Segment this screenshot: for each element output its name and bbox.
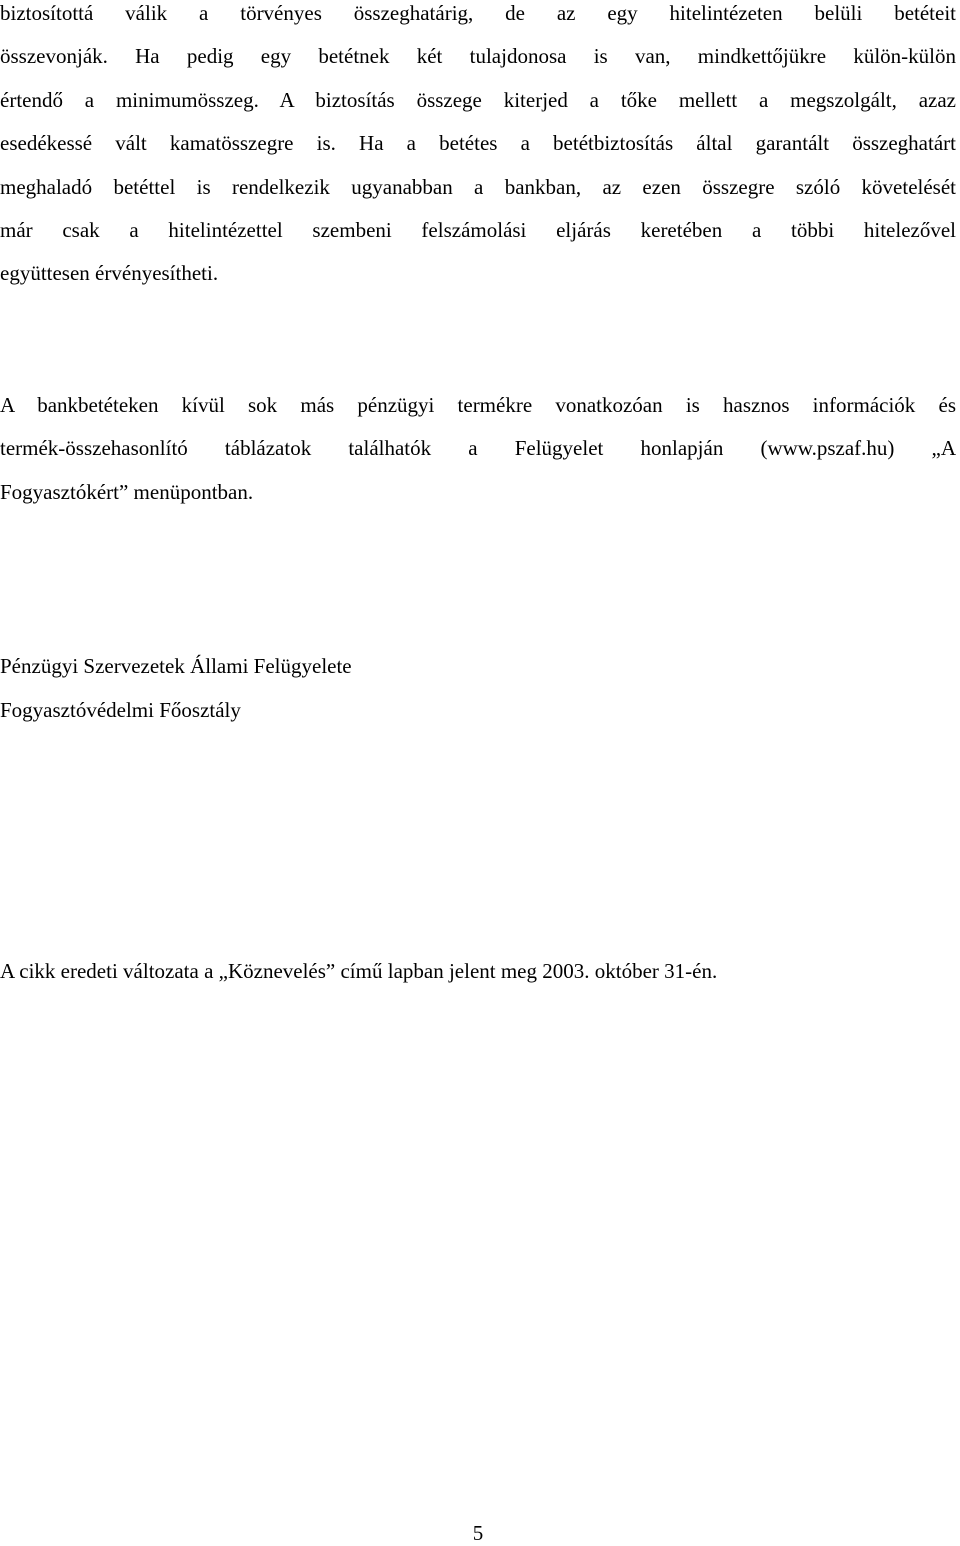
text-line: termék-összehasonlító táblázatok találhatók a Felügyelet honlapján (www.pszaf.hu) „A — [0, 436, 956, 460]
page-number: 5 — [472, 1521, 484, 1545]
text-line: Fogyasztókért” menüpontban. — [0, 480, 254, 504]
text-line: esedékessé vált kamatösszegre is. Ha a betétes a betétbiztosítás által garantált összeghatárt — [0, 131, 956, 155]
department-name: Fogyasztóvédelmi Főosztály — [0, 698, 241, 722]
organization-name: Pénzügyi Szervezetek Állami Felügyelete — [0, 654, 352, 678]
source-note: A cikk eredeti változata a „Köznevelés” című lapban jelent meg 2003. október 31-én. — [0, 959, 718, 983]
text-line: már csak a hitelintézettel szembeni felszámolási eljárás keretében a többi hitelezővel — [0, 218, 956, 242]
text-line: biztosítottá válik a törvényes összeghatárig, de az egy hitelintézeten belüli betéteit — [0, 1, 956, 25]
text-line: A bankbetéteken kívül sok más pénzügyi termékre vonatkozóan is hasznos információk és — [0, 393, 956, 417]
text-line: meghaladó betéttel is rendelkezik ugyanabban a bankban, az ezen összegre szóló követelését — [0, 175, 956, 199]
text-line: értendő a minimumösszeg. A biztosítás összege kiterjed a tőke mellett a megszolgált, azaz — [0, 88, 956, 112]
text-line: összevonják. Ha pedig egy betétnek két tulajdonosa is van, mindkettőjükre külön-külön — [0, 44, 956, 68]
text-line: együttesen érvényesítheti. — [0, 261, 219, 285]
